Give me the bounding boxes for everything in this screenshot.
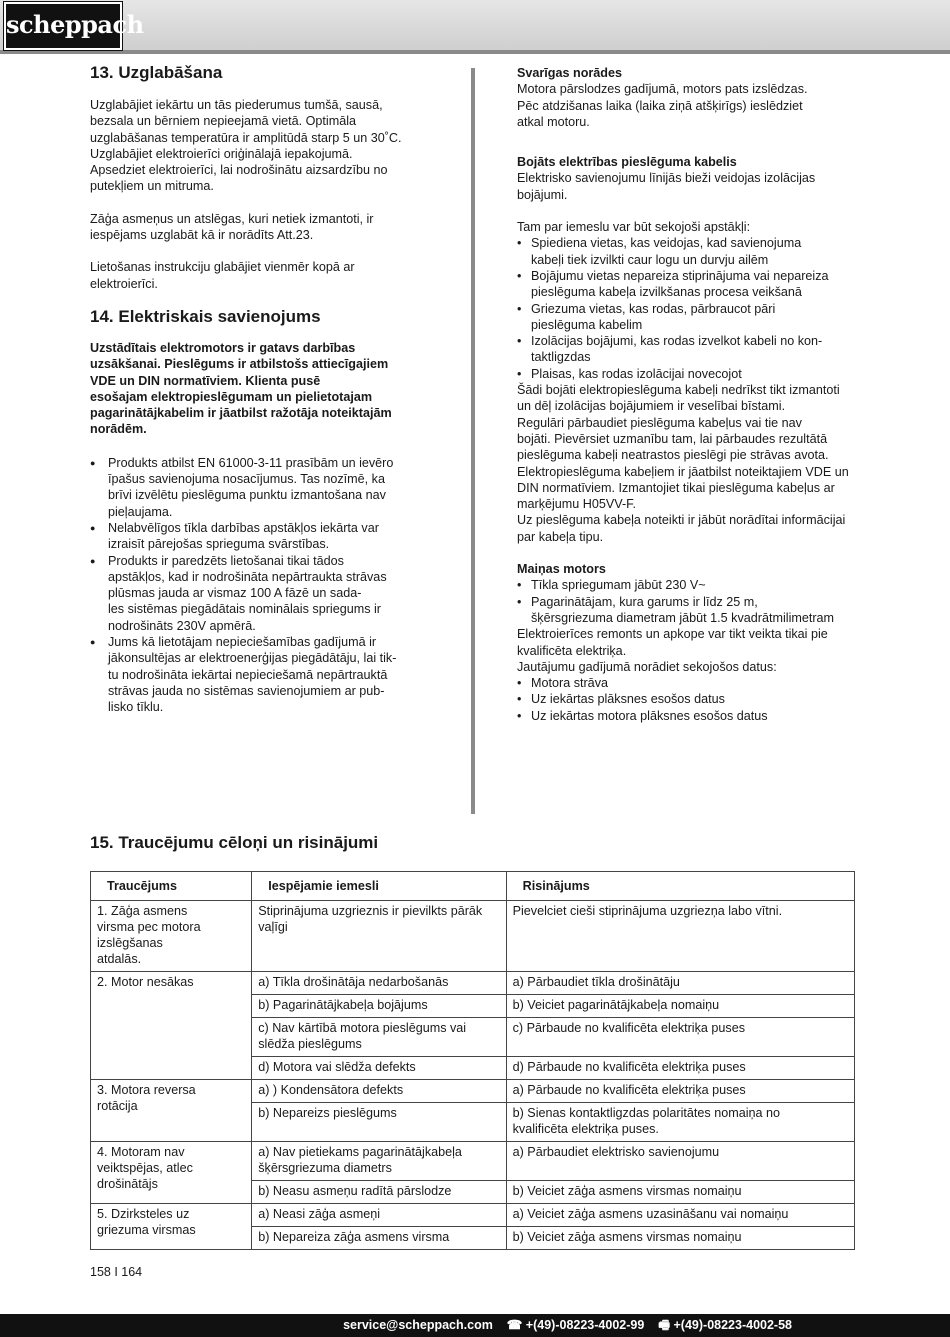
text-line: izraisīt pārejošas sprieguma svārstības. [108,537,330,552]
text-line: Griezuma vietas, kas rodas, pārbraucot pāri [531,301,776,316]
text-line: bezsala un bērniem nepieejamā vietā. Optimāla [90,114,357,129]
cause-cell [252,1181,506,1204]
section-13-title: 13. Uzglabāšana [90,63,223,82]
s14-bold-notice [90,340,440,438]
fix-cell [506,1103,854,1142]
text-line: Produkts ir paredzēts lietošanai tikai tādos [108,553,344,568]
text-line: Stiprinājuma uzgrieznis ir pievilkts pārāk [258,904,483,918]
text-line: pieļaujama. [108,504,173,519]
s13-paragraph-1 [90,97,440,195]
text-line: Elektroierīces remonts un apkope var tikt veikta tikai pie [517,627,828,642]
text-line: pagarinātājkabelim ir jāatbilst ražotāja noteiktajām [90,406,392,421]
text-line: jākonsultējas ar elektroenerģijas piegādātāju, lai tik- [108,651,397,666]
right-column [517,65,872,724]
text-line: taktligzdas [531,350,591,365]
text-line: uzglabāšanas temperatūra ir amplitūdā starp 5 un 30˚C. [90,130,402,145]
text-line: a) Pārbaude no kvalificēta elektriķa puses [512,1083,746,1097]
fault-cell [91,1080,252,1142]
text-line: kabeļi tiek izvilkti caur logu un durvju ailēm [531,252,769,267]
text-line: Regulāri pārbaudiet pieslēguma kabeļus vai tie nav [517,415,802,430]
text-line: Lietošanas instrukciju glabājiet vienmēr kopā ar [90,260,355,275]
list-item [517,366,872,382]
important-notes-text [517,81,872,130]
text-line: Produkts atbilst EN 61000-3-11 prasībām un ievēro [108,455,394,470]
fix-cell [506,1142,854,1181]
s14-bullet-list [90,455,440,716]
header-cause: Iespējamie iemesli [252,872,506,901]
text-line: plūsmas jauda ar vismaz 100 A fāzē un sada- [108,586,362,601]
text-line: drošinātājs [97,1177,158,1191]
cause-cell [252,1204,506,1227]
text-line: 2. Motor nesākas [97,975,194,989]
text-line: putekļiem un mitruma. [90,179,214,194]
fault-cell [91,1142,252,1204]
text-line: Elektrisko savienojumu līnijās bieži veidojas izolācijas [517,171,816,186]
text-line: a) Nav pietiekams pagarinātājkabeļa [258,1145,462,1159]
text-line: virsma pec motora [97,920,201,934]
page-footer [0,1314,950,1337]
fix-cell [506,1204,854,1227]
text-line: iespējams uzglabāt kā ir norādīts Att.23. [90,228,314,243]
text-line: šķērsgriezuma diametrs [258,1161,392,1175]
text-line: Motora pārslodzes gadījumā, motors pats izslēdzas. [517,82,808,97]
text-line: Uzglabājiet iekārtu un tās piederumus tumšā, sausā, [90,98,383,112]
text-line: Uzglabājiet elektroierīci oriģinālajā iepakojumā. [90,146,353,161]
text-line: b) Neasu asmeņu radītā pārslodze [258,1184,452,1198]
text-line: d) Motora vai slēdža defekts [258,1060,416,1074]
text-line: a) Pārbaudiet tīkla drošinātāju [512,975,680,989]
text-line: strāvas jauda no sistēmas savienojumiem ar pub- [108,683,385,698]
cause-cell [252,1057,506,1080]
damaged-cable-intro: Tam par iemeslu var būt sekojoši apstākļi: [517,220,751,235]
list-item [90,634,440,715]
fault-cell [91,1204,252,1250]
list-item [517,333,872,366]
ac-motor-text [517,626,872,675]
text-line: les sistēmas piegādātais nominālais spriegums ir [108,602,381,617]
text-line: Pievelciet cieši stiprinājuma uzgriezņa labo vītni. [512,904,783,918]
text-line: c) Nav kārtībā motora pieslēgums vai [258,1021,467,1035]
fix-cell [506,1181,854,1204]
text-line: norādēm. [90,422,147,437]
table-header-row [91,872,855,901]
page-number: 158 I 164 [90,1265,143,1279]
text-line: kvalificēta elektriķa puses. [512,1122,659,1136]
text-line: nodrošināts 230V apmērā. [108,618,256,633]
text-line: esošajam elektropieslēgumam un pielietotajam [90,389,373,404]
fix-cell [506,1227,854,1250]
text-line: b) Veiciet zāģa asmens virsmas nomaiņu [512,1184,742,1198]
text-line: Elektropieslēguma kabeļiem ir jāatbilst noteiktajiem VDE un [517,464,849,479]
fix-cell [506,1080,854,1103]
ac-motor-data-list [517,675,872,724]
text-line: DIN normatīviem. Izmantojiet tikai pieslēguma kabeļus ar [517,480,835,495]
cause-cell [252,1018,506,1057]
cause-cell [252,1080,506,1103]
table-row [91,901,855,972]
table-row [91,972,855,995]
page-header [0,0,950,54]
list-item [90,455,440,520]
table-row [91,1204,855,1227]
list-item: • Pagarinātājam, kura garums ir līdz 25 m, [517,594,872,610]
text-line: Zāģa asmeņus un atslēgas, kuri netiek izmantoti, ir [90,211,374,226]
ac-motor-cont: šķērsgriezuma diametram jābūt 1.5 kvadrātmilimetram [531,610,835,625]
list-item [90,520,440,553]
text-line: Jautājumu gadījumā norādiet sekojošos datus: [517,659,777,674]
table-row [91,1142,855,1181]
list-item [517,301,872,334]
text-line: Apsedziet elektroierīci, lai nodrošinātu aizsardzību no [90,163,388,178]
text-line: īpašus savienojuma nosacījumus. Tas nozīmē, ka [108,472,385,487]
text-line: bojājumi. [517,187,568,202]
text-line: kvalificēta elektriķa. [517,643,627,658]
s13-paragraph-2 [90,211,440,244]
text-line: griezuma virsmas [97,1223,196,1237]
cause-cell [252,1103,506,1142]
text-line: b) Sienas kontaktligzdas polaritātes nomaiņa no [512,1106,781,1120]
header-fix: Risinājums [506,872,854,901]
column-divider [471,68,475,814]
text-line: b) Nepareizs pieslēgums [258,1106,397,1120]
list-item [517,235,872,268]
text-line: uzsākšanai. Pieslēgums ir atbilstošs attiecīgajiem [90,357,389,372]
list-item: • Motora strāva [517,675,872,691]
footer-email[interactable]: service@scheppach.com [343,1318,493,1332]
cause-cell [252,995,506,1018]
troubleshooting-table [90,871,855,1250]
fix-cell [506,995,854,1018]
list-item: • Uz iekārtas plāksnes esošos datus [517,691,872,707]
text-line: a) Pārbaudiet elektrisko savienojumu [512,1145,720,1159]
text-line: 3. Motora reversa [97,1083,196,1097]
text-line: a) Tīkla drošinātāja nedarbošanās [258,975,449,989]
cause-cell [252,901,506,972]
text-line: brīvi izvēlētu pieslēguma punktu izmantošana nav [108,488,386,503]
text-line: tu nodrošināta iekārtai nepieciešamā nepārtrauktā [108,667,388,682]
text-line: d) Pārbaude no kvalificēta elektriķa puses [512,1060,746,1074]
text-line: bojāti. Pievērsiet uzmanību tam, lai pārbaudes rezultātā [517,431,828,446]
s13-paragraph-3 [90,259,440,292]
text-line: b) Pagarinātājkabeļa bojājums [258,998,428,1012]
text-line: Nelabvēlīgos tīkla darbības apstākļos iekārta var [108,520,379,535]
text-line: izslēgšanas [97,936,163,950]
text-line: Bojājumu vietas nepareiza stiprinājuma vai nepareiza [531,268,829,283]
footer-phone: +(49)-08223-4002-99 [525,1318,645,1332]
text-line: c) Pārbaude no kvalificēta elektriķa puses [512,1021,746,1035]
left-column [90,62,440,716]
phone-icon: ☎ [506,1318,523,1332]
cause-cell [252,1227,506,1250]
text-line: atdalās. [97,952,142,966]
fix-cell [506,1018,854,1057]
text-line: Izolācijas bojājumi, kas rodas izvelkot kabeli no kon- [531,334,823,349]
text-line: Jums kā lietotājam nepieciešamības gadījumā ir [108,635,377,650]
text-line: elektroierīci. [90,276,158,291]
header-fault: Traucējums [91,872,252,901]
text-line: Šādi bojāti elektropieslēguma kabeļi nedrīkst tikt izmantoti [517,383,840,398]
text-line: Spiediena vietas, kas veidojas, kad savienojuma [531,236,802,251]
footer-fax: +(49)-08223-4002-58 [673,1318,792,1332]
damaged-cable-after [517,382,872,545]
text-line: Uzstādītais elektromotors ir gatavs darbības [90,340,356,355]
text-line: veiktspējas, atlec [97,1161,193,1175]
fault-cell [91,972,252,1080]
text-line: b) Nepareiza zāģa asmens virsma [258,1230,450,1244]
ac-motor-list [517,577,872,610]
text-line: marķējumu H05VV-F. [517,497,636,512]
text-line: lisko tīklu. [108,700,164,715]
fix-cell [506,972,854,995]
list-item: • Tīkla spriegumam jābūt 230 V~ [517,577,872,593]
text-line: atkal motoru. [517,114,590,129]
text-line: a) ) Kondensātora defekts [258,1083,404,1097]
list-item [517,268,872,301]
fax-icon: 🖷 [658,1318,671,1332]
text-line: 5. Dzirksteles uz [97,1207,190,1221]
cause-cell [252,1142,506,1181]
text-line: a) Neasi zāģa asmeņi [258,1207,381,1221]
text-line: rotācija [97,1099,138,1113]
text-line: Uz pieslēguma kabeļa noteikti ir jābūt norādītai informācijai [517,513,846,528]
list-item [90,553,440,634]
fault-cell [91,901,252,972]
damaged-cable-text [517,170,872,203]
text-line: a) Veiciet zāģa asmens uzasināšanu vai nomaiņu [512,1207,789,1221]
ac-motor-title: Maiņas motors [517,562,606,577]
text-line: pieslēguma kabeļa izvilkšanas procesa veikšanā [531,285,802,300]
section-15-title: 15. Traucējumu cēloņi un risinājumi [90,833,379,852]
text-line: Pēc atdzišanas laika (laika ziņā atšķirīgs) ieslēdziet [517,98,803,113]
list-item: • Uz iekārtas motora plāksnes esošos datus [517,708,872,724]
cable-causes-list [517,235,872,382]
important-notes-title: Svarīgas norādes [517,66,622,80]
text-line: b) Veiciet zāģa asmens virsmas nomaiņu [512,1230,742,1244]
fix-cell [506,1057,854,1080]
text-line: pieslēguma kabeļi neatrastos pieslēgi pie strāvas avota. [517,448,829,463]
text-line: par kabeļa tipu. [517,529,604,544]
text-line: pieslēguma kabelim [531,317,643,332]
text-line: Plaisas, kas rodas izolācijai novecojot [531,366,742,381]
text-line: 1. Zāģa asmens [97,904,188,918]
section-14-title: 14. Elektriskais savienojums [90,306,321,326]
text-line: VDE un DIN normatīviem. Klienta pusē [90,373,321,388]
text-line: apstākļos, kad ir nodrošināta nepārtraukta strāvas [108,569,387,584]
cause-cell [252,972,506,995]
text-line: slēdža pieslēgums [258,1037,362,1051]
damaged-cable-title: Bojāts elektrības pieslēguma kabelis [517,155,737,170]
table-row [91,1080,855,1103]
fix-cell [506,901,854,972]
text-line: 4. Motoram nav [97,1145,185,1159]
text-line: un dēļ izolācijas bojājumiem ir veselībai bīstami. [517,399,786,414]
text-line: vaļīgi [258,920,288,934]
scheppach-logo: scheppach [4,2,122,50]
text-line: b) Veiciet pagarinātājkabeļa nomaiņu [512,998,720,1012]
